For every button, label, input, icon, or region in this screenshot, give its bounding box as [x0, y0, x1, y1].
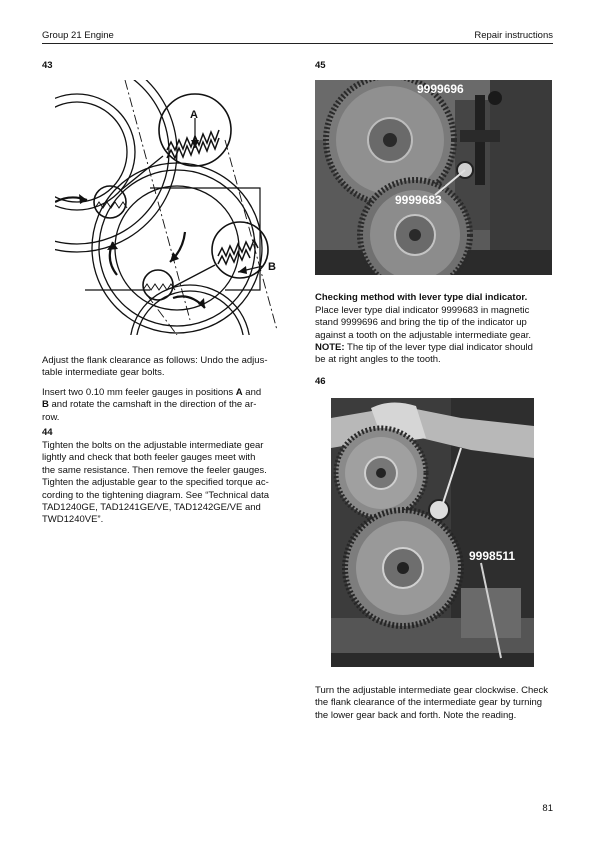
- figure-45-number: 45: [315, 60, 326, 71]
- section-44-number: 44: [42, 427, 53, 438]
- figure-46-label-9998511: 9998511: [469, 549, 516, 563]
- label-a-bold: A: [235, 387, 243, 398]
- paragraph-turn-gear-clockwise: Turn the adjustable intermediate gear clockwise. Check the flank clearance of the intermediate gear by turning the lower gear back and forth. Note the reading.: [315, 685, 549, 721]
- figure-43-gear-diagram: [55, 80, 290, 335]
- note-label: NOTE:: [315, 342, 345, 353]
- header-rule: [42, 43, 553, 44]
- paragraph-place-dial-indicator: Place lever type dial indicator 9999683 in magnetic stand 9999696 and bring the tip of the indicator up against a tooth on the adjustable intermediate gear.: [315, 305, 532, 341]
- figure-45-label-9999696: 9999696: [417, 82, 464, 96]
- paragraph-insert-feeler-gauges: [42, 387, 292, 424]
- header-document-type: Repair instructions: [474, 30, 553, 41]
- figure-43-label-a: A: [190, 109, 198, 121]
- note-text: The tip of the lever type dial indicator should be at right angles to the tooth.: [315, 342, 533, 366]
- figure-46-number: 46: [315, 376, 326, 387]
- paragraph-adjust-flank-clearance: Adjust the flank clearance as follows: Undo the adjus- table intermediate gear bolts.: [42, 355, 268, 379]
- text-segment: and rotate the camshaft in the direction of the ar- row.: [42, 399, 257, 423]
- label-b-bold: B: [42, 399, 49, 411]
- text-segment: and: [242, 387, 262, 398]
- paragraph-tighten-bolts: Tighten the bolts on the adjustable intermediate gear lightly and check that both feeler gauges meet with the same resistance. Then remove the feeler gauges. Tighten the adjustable gear to the specified torque ac- cording to the tightening diagram. See “Technical data TAD1240GE, TAD1241GE/VE, TAD1242GE/VE and TWD1240VE”.: [42, 440, 270, 526]
- figure-46-photo-gear-check: [331, 398, 534, 667]
- figure-43-number: 43: [42, 60, 53, 71]
- header-section-title: Group 21 Engine: [42, 30, 114, 41]
- figure-45-photo-dial-indicator: [315, 80, 552, 275]
- page-number: 81: [542, 803, 553, 814]
- heading-checking-method: Checking method with lever type dial indicator.: [315, 292, 528, 303]
- figure-43-label-b: B: [268, 261, 276, 273]
- figure-45-label-9999683: 9999683: [395, 193, 442, 207]
- text-segment: Insert two 0.10 mm feeler gauges in positions: [42, 387, 236, 398]
- paragraph-note: [315, 342, 560, 367]
